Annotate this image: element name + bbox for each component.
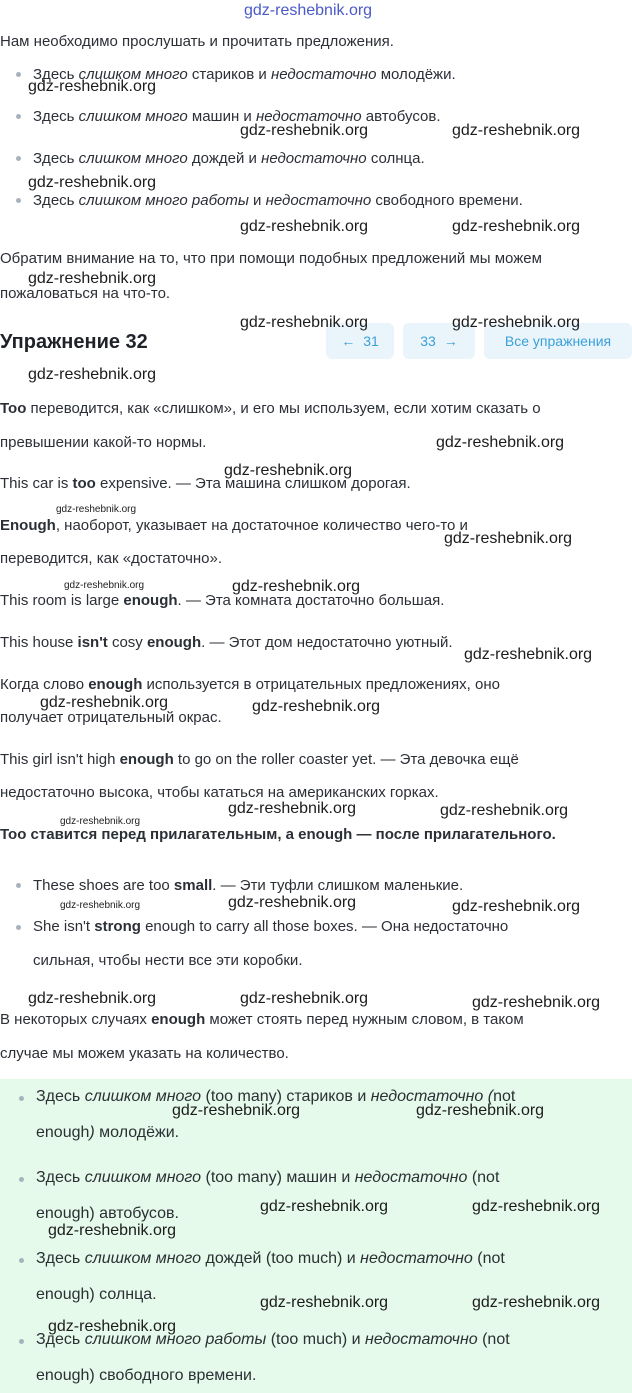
list-item: Здесь слишком много машин и недостаточно автобусов. — [33, 108, 441, 125]
watermark: gdz-reshebnik.org — [228, 894, 357, 911]
watermark: gdz-reshebnik.org — [172, 1102, 301, 1119]
watermark: gdz-reshebnik.org — [240, 990, 369, 1007]
too-paragraph-line-1: Too переводится, как «слишком», и его мы используем, если хотим сказать о — [0, 400, 541, 417]
watermark: gdz-reshebnik.org — [56, 504, 137, 515]
watermark: gdz-reshebnik.org — [472, 1198, 601, 1215]
watermark: gdz-reshebnik.org — [28, 270, 157, 287]
watermark: gdz-reshebnik.org — [472, 1294, 601, 1311]
watermark: gdz-reshebnik.org — [240, 218, 369, 235]
bullet-icon — [16, 198, 21, 203]
arrow-left-icon: ← — [341, 333, 356, 349]
example-car: This car is too expensive. — Эта машина слишком дорогая. — [0, 475, 411, 492]
answer-item-continuation: enough) молодёжи. — [36, 1124, 180, 1141]
example-girl-line-1: This girl isn't high enough to go on the roller coaster yet. — Эта девочка ещё — [0, 751, 519, 768]
answer-item: Здесь слишком много работы (too much) и недостаточно (not — [36, 1331, 510, 1348]
intro-text: Нам необходимо прослушать и прочитать предложения. — [0, 33, 394, 50]
bullet-icon — [16, 72, 21, 77]
bullet-icon — [16, 114, 21, 119]
watermark: gdz-reshebnik.org — [436, 434, 565, 451]
too-paragraph-line-2: превышении какой-то нормы. — [0, 434, 207, 451]
watermark: gdz-reshebnik.org — [444, 530, 573, 547]
watermark: gdz-reshebnik.org — [244, 2, 373, 19]
list-item: She isn't strong enough to carry all those boxes. — Она недостаточно — [33, 918, 509, 935]
watermark: gdz-reshebnik.org — [452, 122, 581, 139]
prev-label: 31 — [363, 333, 379, 349]
watermark: gdz-reshebnik.org — [252, 698, 381, 715]
watermark: gdz-reshebnik.org — [416, 1102, 545, 1119]
all-label: Все упражнения — [504, 333, 612, 349]
watermark: gdz-reshebnik.org — [28, 990, 157, 1007]
bullet-icon — [19, 1339, 24, 1344]
bullet-icon — [16, 925, 21, 930]
negative-paragraph-line-2: получает отрицательный окрас. — [0, 709, 222, 726]
list-item: Здесь слишком много работы и недостаточно свободного времени. — [33, 192, 523, 209]
note-line-2: пожаловаться на что-то. — [0, 285, 171, 302]
example-room: This room is large enough. — Эта комната достаточно большая. — [0, 592, 445, 609]
watermark: gdz-reshebnik.org — [64, 580, 145, 591]
bullet-icon — [19, 1258, 24, 1263]
some-paragraph-line-1: В некоторых случаях enough может стоять перед нужным словом, в таком — [0, 1011, 524, 1028]
negative-paragraph-line-1: Когда слово enough используется в отрицательных предложениях, оно — [0, 676, 500, 693]
enough-paragraph-line-1: Enough, наоборот, указывает на достаточное количество чего-то и — [0, 517, 468, 534]
watermark: gdz-reshebnik.org — [60, 900, 141, 911]
answer-item-continuation: enough) солнца. — [36, 1286, 157, 1303]
bullet-icon — [19, 1096, 24, 1101]
example-house: This house isn't cosy enough. — Этот дом недостаточно уютный. — [0, 634, 453, 651]
answer-item-continuation: enough) свободного времени. — [36, 1367, 257, 1384]
watermark: gdz-reshebnik.org — [464, 646, 593, 663]
arrow-right-icon: → — [443, 333, 458, 349]
answer-item: Здесь слишком много (too many) машин и недостаточно (not — [36, 1169, 500, 1186]
list-item-continuation: сильная, чтобы нести все эти коробки. — [33, 952, 303, 969]
watermark: gdz-reshebnik.org — [28, 174, 157, 191]
note-line-1: Обратим внимание на то, что при помощи подобных предложений мы можем — [0, 250, 542, 267]
watermark: gdz-reshebnik.org — [260, 1198, 389, 1215]
answer-item: Здесь слишком много дождей (too much) и недостаточно (not — [36, 1250, 505, 1267]
watermark: gdz-reshebnik.org — [60, 816, 141, 827]
answer-item-continuation: enough) автобусов. — [36, 1205, 179, 1222]
watermark: gdz-reshebnik.org — [452, 898, 581, 915]
watermark: gdz-reshebnik.org — [48, 1318, 177, 1335]
watermark: gdz-reshebnik.org — [40, 694, 169, 711]
watermark: gdz-reshebnik.org — [28, 78, 157, 95]
watermark: gdz-reshebnik.org — [260, 1294, 389, 1311]
bullet-icon — [19, 1177, 24, 1182]
exercise-title: Упражнение 32 — [0, 331, 148, 353]
watermark: gdz-reshebnik.org — [452, 314, 581, 331]
watermark: gdz-reshebnik.org — [28, 366, 157, 383]
list-item: Здесь слишком много стариков и недостаточно молодёжи. — [33, 66, 456, 83]
next-label: 33 — [420, 333, 436, 349]
watermark: gdz-reshebnik.org — [228, 800, 357, 817]
bullet-icon — [16, 883, 21, 888]
watermark: gdz-reshebnik.org — [240, 314, 369, 331]
watermark: gdz-reshebnik.org — [232, 578, 361, 595]
watermark: gdz-reshebnik.org — [472, 994, 601, 1011]
enough-paragraph-line-2: переводится, как «достаточно». — [0, 550, 223, 567]
watermark: gdz-reshebnik.org — [224, 462, 353, 479]
some-paragraph-line-2: случае мы можем указать на количество. — [0, 1045, 289, 1062]
bullet-icon — [16, 156, 21, 161]
example-girl-line-2: недостаточно высока, чтобы кататься на американских горках. — [0, 784, 439, 801]
watermark: gdz-reshebnik.org — [440, 802, 569, 819]
list-item: These shoes are too small. — Эти туфли слишком маленькие. — [33, 877, 464, 894]
answer-item: Здесь слишком много (too many) стариков и недостаточно (not — [36, 1088, 516, 1105]
watermark: gdz-reshebnik.org — [240, 122, 369, 139]
watermark: gdz-reshebnik.org — [452, 218, 581, 235]
watermark: gdz-reshebnik.org — [48, 1222, 177, 1239]
rule-text: Too ставится перед прилагательным, а enough — после прилагательного. — [0, 826, 556, 843]
list-item: Здесь слишком много дождей и недостаточно солнца. — [33, 150, 425, 167]
